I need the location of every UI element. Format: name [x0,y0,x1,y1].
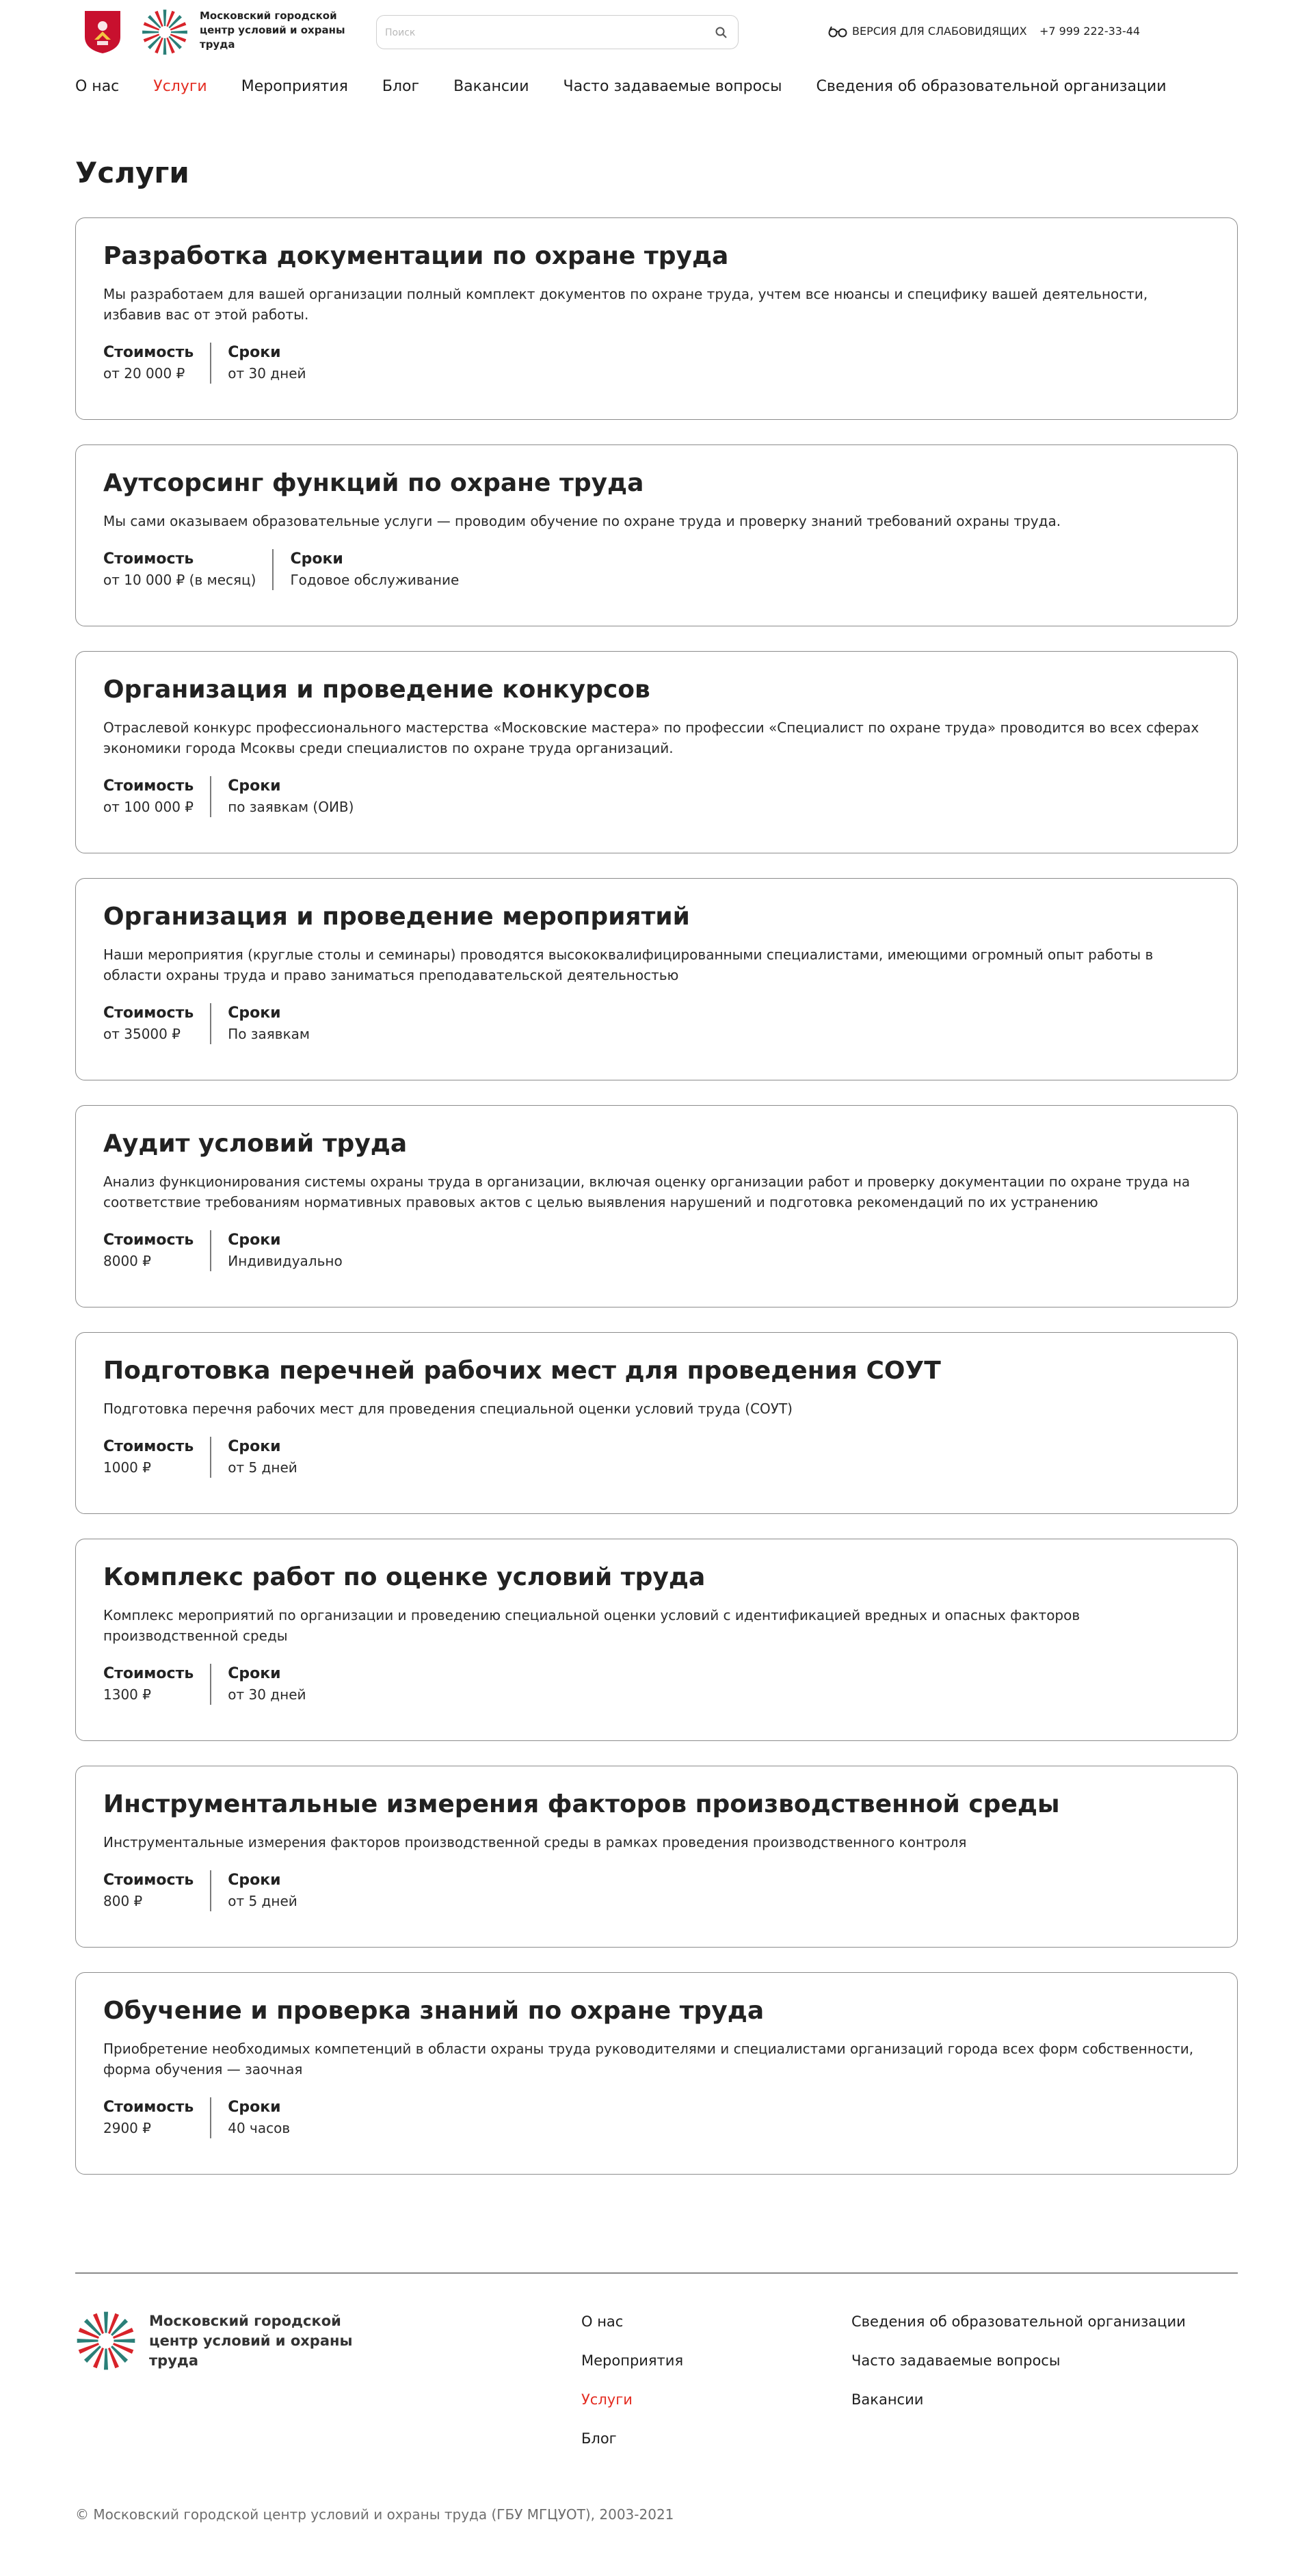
nav-item-vacancies[interactable]: Вакансии [453,78,529,95]
terms-label: Сроки [228,778,281,795]
nav-item-blog[interactable]: Блог [382,78,420,95]
footer-link-about[interactable]: О нас [581,2313,624,2330]
cost-value: от 20 000 ₽ [103,365,185,382]
cost-value: 2900 ₽ [103,2120,151,2136]
service-meta [103,343,1210,384]
service-cost [103,1664,210,1705]
site-header [75,0,1238,68]
terms-value: от 30 дней [228,365,306,382]
service-card[interactable] [75,1766,1238,1948]
nav-item-events[interactable]: Мероприятия [241,78,348,95]
cost-label: Стоимость [103,778,194,795]
service-cost [103,1870,210,1911]
service-terms [210,1437,314,1478]
service-terms [210,2097,306,2138]
service-card[interactable] [75,1332,1238,1514]
service-meta [103,1003,1210,1044]
nav-item-services[interactable]: Услуги [153,78,207,95]
service-description: Комплекс мероприятий по организации и проведению специальной оценки условий с идентификацией вредных и опасных факторов производственной среды [103,1607,1080,1644]
logo-petal [142,31,159,34]
service-cost [103,1003,210,1044]
service-terms [210,343,322,384]
low-vision-label: ВЕРСИЯ ДЛЯ СЛАБОВИДЯЩИХ [852,25,1027,38]
terms-value: 40 часов [228,2120,291,2136]
page-title: Услуги [75,156,189,189]
service-terms [210,1230,358,1271]
phone-number[interactable]: +7 999 222-33-44 [1039,25,1141,38]
cost-label: Стоимость [103,1232,194,1249]
cost-value: от 100 000 ₽ [103,799,194,815]
service-card[interactable] [75,444,1238,626]
service-terms [272,549,475,590]
cost-label: Стоимость [103,550,194,568]
cost-label: Стоимость [103,1005,194,1022]
footer-link-blog[interactable]: Блог [581,2430,617,2447]
terms-label: Сроки [228,1665,281,1682]
cost-value: 800 ₽ [103,1893,143,1909]
terms-label: Сроки [228,2099,281,2116]
service-cost [103,549,272,590]
terms-value: от 5 дней [228,1459,297,1476]
nav-item-about[interactable]: О нас [75,78,120,95]
terms-value: от 5 дней [228,1893,297,1909]
service-card[interactable] [75,651,1238,853]
nav-item-faq[interactable]: Часто задаваемые вопросы [563,78,782,95]
service-description: Анализ функционирования системы охраны труда в организации, включая оценку организации работ и проверку документации по охране труда на соответствие требованиям нормативных правовых актов с целью выявления нарушений и подготовка рекомендаций по их устранению [103,1173,1191,1210]
search-icon[interactable] [715,26,728,40]
service-meta [103,1437,1210,1478]
service-title[interactable]: Подготовка перечней рабочих мест для проведения СОУТ [103,1357,941,1385]
service-terms [210,1664,322,1705]
service-card[interactable] [75,1105,1238,1307]
service-terms [210,1003,326,1044]
service-description: Мы разработаем для вашей организации полный комплект документов по охране труда, учтем все нюансы и специфику вашей деятельности, избавив вас от этой работы. [103,286,1148,323]
service-meta [103,1230,1210,1271]
terms-value: По заявкам [228,1026,310,1042]
service-description: Мы сами оказываем образовательные услуги — проводим обучение по охране труда и проверку знаний требований охраны труда. [103,513,1061,529]
service-description: Инструментальные измерения факторов производственной среды в рамках проведения производственного контроля [103,1834,967,1850]
nav-item-education-info[interactable]: Сведения об образовательной организации [816,78,1167,95]
footer-link-education-info[interactable]: Сведения об образовательной организации [851,2313,1186,2330]
terms-value: Годовое обслуживание [290,572,460,588]
terms-label: Сроки [228,1438,281,1455]
service-card[interactable] [75,878,1238,1080]
cost-value: 1000 ₽ [103,1459,151,1476]
service-title[interactable]: Инструментальные измерения факторов производственной среды [103,1790,1060,1818]
service-card[interactable] [75,217,1238,420]
terms-value: Индивидуально [228,1253,343,1269]
service-title[interactable]: Аудит условий труда [103,1130,408,1158]
logo-wheel-icon[interactable] [141,8,189,56]
logo-petal [171,31,187,34]
cost-label: Стоимость [103,1872,194,1889]
terms-label: Сроки [228,1872,281,1889]
cost-value: от 35000 ₽ [103,1026,181,1042]
cost-label: Стоимость [103,344,194,361]
footer-logo-text[interactable]: Московский городской центр условий и охраны труда [149,2313,353,2369]
logo-petal [163,10,167,26]
terms-label: Сроки [228,344,281,361]
cost-value: 1300 ₽ [103,1686,151,1703]
logo-petal [114,2339,135,2343]
service-meta [103,1870,1210,1911]
service-description: Наши мероприятия (круглые столы и семинары) проводятся высококвалифицированными специалистами, имеющими огромный опыт работы в области охраны труда и право заниматься преподавательской деятельностью [103,946,1154,983]
cost-value: 8000 ₽ [103,1253,151,1269]
low-vision-link[interactable] [827,25,1027,38]
cost-value: от 10 000 ₽ (в месяц) [103,572,256,588]
service-title[interactable]: Организация и проведение мероприятий [103,903,690,931]
terms-value: по заявкам (ОИВ) [228,799,354,815]
service-description: Приобретение необходимых компетенций в области охраны труда руководителями и специалистами организаций города всех форм собственности, форма обучения — заочная [103,2041,1194,2077]
footer-logo-wheel-icon[interactable] [75,2310,137,2372]
main-nav [75,78,1201,95]
logo-petal [77,2339,98,2343]
service-description: Отраслевой конкурс профессионального мастерства «Московские мастера» по профессии «Специалист по охране труда» проводится во всех сферах экономики города Мсоквы среди специалистов по охране труда организаций. [103,719,1199,756]
cost-label: Стоимость [103,1665,194,1682]
cost-label: Стоимость [103,2099,194,2116]
footer-divider [75,2272,1238,2274]
footer-link-events[interactable]: Мероприятия [581,2352,684,2369]
service-cost [103,2097,210,2138]
moscow-coat-of-arms-icon[interactable] [83,10,122,55]
search-input[interactable] [385,24,693,42]
footer-link-faq[interactable]: Часто задаваемые вопросы [851,2352,1061,2369]
service-terms [210,776,370,817]
services-list [75,217,1238,2199]
service-title[interactable]: Аутсорсинг функций по охране труда [103,469,644,497]
service-description: Подготовка перечня рабочих мест для проведения специальной оценки условий труда (СОУТ) [103,1400,793,1417]
footer-link-services[interactable]: Услуги [581,2391,633,2408]
service-title[interactable]: Разработка документации по охране труда [103,242,729,270]
search-box[interactable] [376,15,739,49]
logo-petal [104,2312,108,2333]
terms-label: Сроки [228,1005,281,1022]
cost-label: Стоимость [103,1438,194,1455]
service-title[interactable]: Обучение и проверка знаний по охране труда [103,1997,765,2025]
service-meta [103,549,1210,590]
service-meta [103,2097,1210,2138]
service-terms [210,1870,314,1911]
terms-label: Сроки [228,1232,281,1249]
service-title[interactable]: Организация и проведение конкурсов [103,676,650,704]
service-card[interactable] [75,1539,1238,1741]
terms-value: от 30 дней [228,1686,306,1703]
glasses-icon [827,25,848,38]
service-cost [103,1437,210,1478]
service-card[interactable] [75,1972,1238,2175]
service-cost [103,776,210,817]
service-cost [103,1230,210,1271]
logo-text[interactable]: Московский городской центр условий и охраны труда [200,10,345,51]
service-meta [103,1664,1210,1705]
logo-petal [104,2348,108,2369]
logo-petal [163,38,167,55]
terms-label: Сроки [290,550,343,568]
footer-links-col1 [581,2313,683,2469]
footer-link-vacancies[interactable]: Вакансии [851,2391,924,2408]
service-cost [103,343,210,384]
service-meta [103,776,1210,817]
service-title[interactable]: Комплекс работ по оценке условий труда [103,1563,706,1591]
copyright: © Московский городской центр условий и охраны труда (ГБУ МГЦУОТ), 2003-2021 [75,2506,674,2523]
footer-links-col2 [851,2313,1186,2430]
